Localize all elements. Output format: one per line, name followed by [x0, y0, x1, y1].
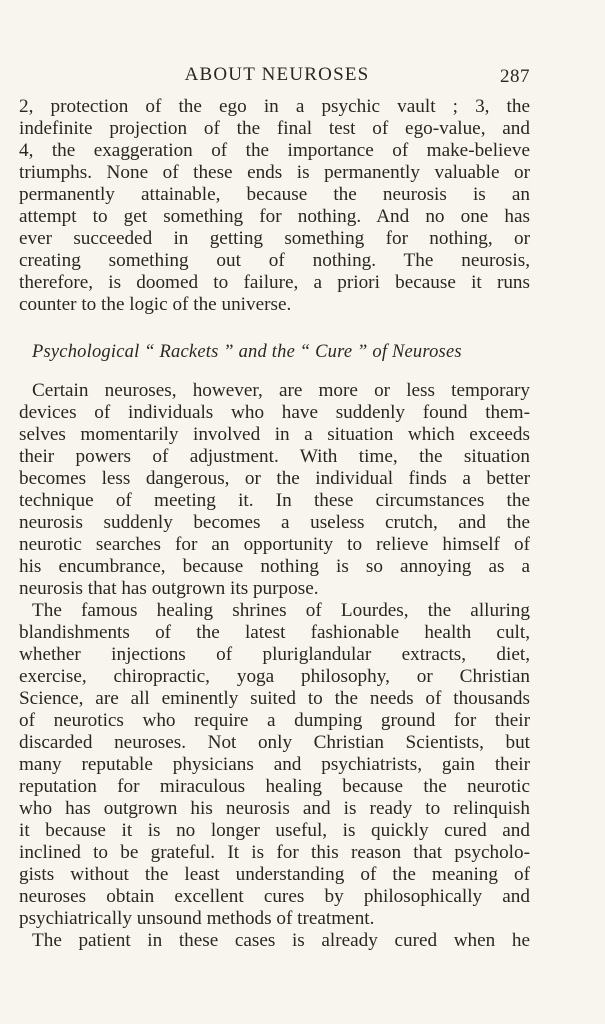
text-line: gists without the least understanding of the meaning of	[19, 864, 530, 885]
text-line: blandishments of the latest fashionable health cult,	[19, 622, 530, 643]
page-number: 287	[500, 66, 530, 87]
spacer	[19, 316, 530, 340]
text-line: Certain neuroses, however, are more or less temporary	[32, 380, 530, 401]
text-line: many reputable physicians and psychiatrists, gain their	[19, 754, 530, 775]
paragraph-1	[19, 96, 530, 316]
text-line: inclined to be grateful. It is for this reason that psycholo-	[19, 842, 530, 863]
section-heading: Psychological “ Rackets ” and the “ Cure ” of Neuroses	[32, 342, 462, 362]
paragraph-4	[19, 930, 530, 952]
text-line: counter to the logic of the universe.	[19, 294, 292, 315]
text-line: psychiatrically unsound methods of treatment.	[19, 908, 375, 929]
text-line: neurotic searches for an opportunity to relieve himself of	[19, 534, 530, 555]
running-head	[0, 60, 605, 90]
spacer	[19, 364, 530, 380]
text-line: it because it is no longer useful, is quickly cured and	[19, 820, 530, 841]
paragraph-2	[19, 380, 530, 600]
running-title: ABOUT NEUROSES	[184, 64, 370, 85]
text-line: The famous healing shrines of Lourdes, the alluring	[32, 600, 530, 621]
text-line: their powers of adjustment. With time, the situation	[19, 446, 530, 467]
text-line: devices of individuals who have suddenly found them-	[19, 402, 530, 423]
text-line: creating something out of nothing. The neurosis,	[19, 250, 530, 271]
text-line: The patient in these cases is already cured when he	[32, 930, 530, 951]
text-line: indefinite projection of the final test of ego-value, and	[19, 118, 530, 139]
text-line: reputation for miraculous healing because the neurotic	[19, 776, 530, 797]
text-line: 2, protection of the ego in a psychic vault ; 3, the	[19, 96, 530, 117]
text-line: exercise, chiropractic, yoga philosophy, or Christian	[19, 666, 530, 687]
paragraph-3	[19, 600, 530, 930]
text-line: 4, the exaggeration of the importance of make-believe	[19, 140, 530, 161]
text-line: whether injections of pluriglandular extracts, diet,	[19, 644, 530, 665]
text-line: of neurotics who require a dumping ground for their	[19, 710, 530, 731]
body-text	[19, 96, 530, 952]
text-line: ever succeeded in getting something for nothing, or	[19, 228, 530, 249]
text-line: becomes less dangerous, or the individual finds a better	[19, 468, 530, 489]
text-line: attempt to get something for nothing. And no one has	[19, 206, 530, 227]
text-line: selves momentarily involved in a situation which exceeds	[19, 424, 530, 445]
text-line: therefore, is doomed to failure, a priori because it runs	[19, 272, 530, 293]
text-line: neurosis that has outgrown its purpose.	[19, 578, 319, 599]
text-line: his encumbrance, because nothing is so annoying as a	[19, 556, 530, 577]
text-line: permanently attainable, because the neurosis is an	[19, 184, 530, 205]
text-line: neurosis suddenly becomes a useless crutch, and the	[19, 512, 530, 533]
text-line: neuroses obtain excellent cures by philosophically and	[19, 886, 530, 907]
text-line: technique of meeting it. In these circumstances the	[19, 490, 530, 511]
text-line: discarded neuroses. Not only Christian Scientists, but	[19, 732, 530, 753]
text-line: who has outgrown his neurosis and is ready to relinquish	[19, 798, 530, 819]
text-line: Science, are all eminently suited to the needs of thousands	[19, 688, 530, 709]
text-line: triumphs. None of these ends is permanently valuable or	[19, 162, 530, 183]
